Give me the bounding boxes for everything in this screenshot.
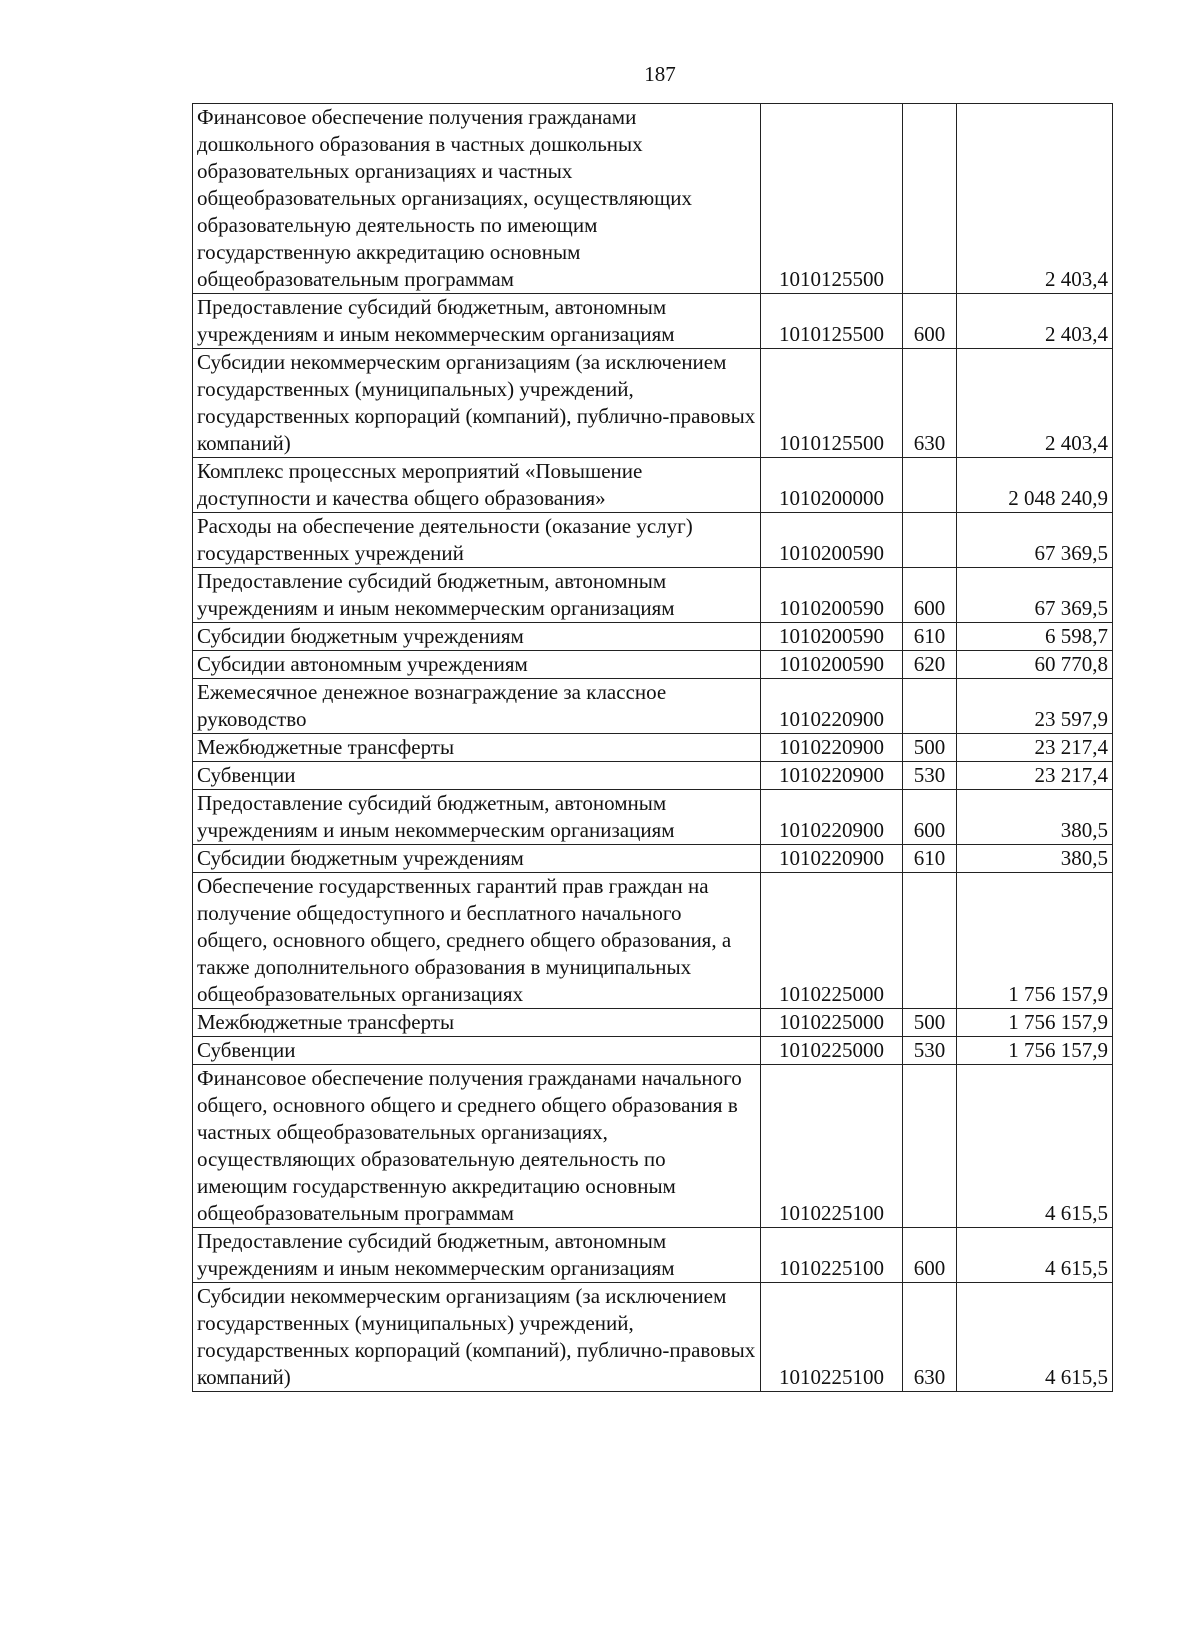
row-name-cell: Субсидии некоммерческим организациям (за исключением государственных (муниципальных) учреждений, государственных корпораций (компаний), публично-правовых компаний) xyxy=(193,1283,761,1392)
row-code-cell: 1010200000 xyxy=(761,458,903,513)
row-code-cell: 1010220900 xyxy=(761,679,903,734)
table-row xyxy=(193,1228,1113,1283)
row-sum-cell: 60 770,8 xyxy=(957,651,1113,679)
row-type-cell: 600 xyxy=(903,790,957,845)
row-sum-cell: 2 048 240,9 xyxy=(957,458,1113,513)
row-code-cell: 1010225100 xyxy=(761,1065,903,1228)
row-name-cell: Комплекс процессных мероприятий «Повышение доступности и качества общего образования» xyxy=(193,458,761,513)
row-type-cell: 500 xyxy=(903,1009,957,1037)
row-sum-cell: 380,5 xyxy=(957,790,1113,845)
table-row xyxy=(193,845,1113,873)
row-type-cell: 530 xyxy=(903,1037,957,1065)
row-code-cell: 1010225000 xyxy=(761,873,903,1009)
table-row xyxy=(193,513,1113,568)
row-name-cell: Субсидии бюджетным учреждениям xyxy=(193,623,761,651)
row-code-cell: 1010220900 xyxy=(761,734,903,762)
row-type-cell: 600 xyxy=(903,294,957,349)
row-code-cell: 1010220900 xyxy=(761,790,903,845)
row-type-cell xyxy=(903,873,957,1009)
row-name-cell: Межбюджетные трансферты xyxy=(193,734,761,762)
row-name-cell: Обеспечение государственных гарантий прав граждан на получение общедоступного и бесплатного начального общего, основного общего, среднего общего образования, а также дополнительного образования в муниципальных общеобразовательных организациях xyxy=(193,873,761,1009)
row-name-cell: Ежемесячное денежное вознаграждение за классное руководство xyxy=(193,679,761,734)
row-sum-cell: 4 615,5 xyxy=(957,1228,1113,1283)
row-sum-cell: 1 756 157,9 xyxy=(957,873,1113,1009)
row-type-cell: 630 xyxy=(903,1283,957,1392)
row-name-cell: Предоставление субсидий бюджетным, автономным учреждениям и иным некоммерческим организациям xyxy=(193,1228,761,1283)
row-type-cell: 630 xyxy=(903,349,957,458)
table-row xyxy=(193,623,1113,651)
row-sum-cell: 4 615,5 xyxy=(957,1283,1113,1392)
row-type-cell xyxy=(903,1065,957,1228)
row-name-cell: Расходы на обеспечение деятельности (оказание услуг) государственных учреждений xyxy=(193,513,761,568)
row-code-cell: 1010225100 xyxy=(761,1228,903,1283)
table-row xyxy=(193,1065,1113,1228)
table-row xyxy=(193,568,1113,623)
row-sum-cell: 2 403,4 xyxy=(957,104,1113,294)
table-row xyxy=(193,873,1113,1009)
page-number: 187 xyxy=(644,62,676,86)
row-code-cell: 1010220900 xyxy=(761,762,903,790)
row-name-cell: Финансовое обеспечение получения гражданами дошкольного образования в частных дошкольных образовательных организациях и частных общеобразовательных организациях, осуществляющих образовательную деятельность по имеющим государственную аккредитацию основным общеобразовательным программам xyxy=(193,104,761,294)
table-row xyxy=(193,734,1113,762)
table-row xyxy=(193,679,1113,734)
row-name-cell: Предоставление субсидий бюджетным, автономным учреждениям и иным некоммерческим организациям xyxy=(193,790,761,845)
row-name-cell: Межбюджетные трансферты xyxy=(193,1009,761,1037)
row-name-cell: Субсидии автономным учреждениям xyxy=(193,651,761,679)
row-code-cell: 1010200590 xyxy=(761,568,903,623)
row-type-cell: 500 xyxy=(903,734,957,762)
row-code-cell: 1010200590 xyxy=(761,513,903,568)
row-sum-cell: 23 597,9 xyxy=(957,679,1113,734)
table-row xyxy=(193,458,1113,513)
row-type-cell: 600 xyxy=(903,1228,957,1283)
table-row xyxy=(193,790,1113,845)
row-code-cell: 1010125500 xyxy=(761,349,903,458)
row-code-cell: 1010225000 xyxy=(761,1037,903,1065)
row-sum-cell: 23 217,4 xyxy=(957,734,1113,762)
table-row xyxy=(193,651,1113,679)
row-sum-cell: 1 756 157,9 xyxy=(957,1009,1113,1037)
row-code-cell: 1010225100 xyxy=(761,1283,903,1392)
row-name-cell: Субсидии некоммерческим организациям (за исключением государственных (муниципальных) учреждений, государственных корпораций (компаний), публично-правовых компаний) xyxy=(193,349,761,458)
table-row xyxy=(193,1283,1113,1392)
row-code-cell: 1010200590 xyxy=(761,623,903,651)
row-type-cell xyxy=(903,104,957,294)
row-sum-cell: 67 369,5 xyxy=(957,568,1113,623)
row-type-cell xyxy=(903,513,957,568)
row-sum-cell: 4 615,5 xyxy=(957,1065,1113,1228)
row-type-cell: 600 xyxy=(903,568,957,623)
row-name-cell: Предоставление субсидий бюджетным, автономным учреждениям и иным некоммерческим организациям xyxy=(193,568,761,623)
row-type-cell xyxy=(903,458,957,513)
row-name-cell: Финансовое обеспечение получения гражданами начального общего, основного общего и среднего общего образования в частных общеобразовательных организациях, осуществляющих образовательную деятельность по имеющим государственную аккредитацию основным общеобразовательным программам xyxy=(193,1065,761,1228)
row-name-cell: Предоставление субсидий бюджетным, автономным учреждениям и иным некоммерческим организациям xyxy=(193,294,761,349)
row-name-cell: Субсидии бюджетным учреждениям xyxy=(193,845,761,873)
row-sum-cell: 2 403,4 xyxy=(957,349,1113,458)
row-code-cell: 1010220900 xyxy=(761,845,903,873)
row-type-cell: 610 xyxy=(903,623,957,651)
row-code-cell: 1010125500 xyxy=(761,104,903,294)
row-sum-cell: 380,5 xyxy=(957,845,1113,873)
table-row xyxy=(193,294,1113,349)
row-type-cell xyxy=(903,679,957,734)
row-type-cell: 610 xyxy=(903,845,957,873)
row-sum-cell: 1 756 157,9 xyxy=(957,1037,1113,1065)
row-code-cell: 1010225000 xyxy=(761,1009,903,1037)
row-name-cell: Субвенции xyxy=(193,1037,761,1065)
budget-table xyxy=(192,103,1113,1392)
row-name-cell: Субвенции xyxy=(193,762,761,790)
row-type-cell: 620 xyxy=(903,651,957,679)
row-code-cell: 1010200590 xyxy=(761,651,903,679)
row-sum-cell: 23 217,4 xyxy=(957,762,1113,790)
table-row xyxy=(193,762,1113,790)
table-row xyxy=(193,1009,1113,1037)
table-row xyxy=(193,104,1113,294)
table-row xyxy=(193,1037,1113,1065)
row-sum-cell: 67 369,5 xyxy=(957,513,1113,568)
row-sum-cell: 2 403,4 xyxy=(957,294,1113,349)
row-type-cell: 530 xyxy=(903,762,957,790)
budget-table-body xyxy=(193,104,1113,1392)
table-row xyxy=(193,349,1113,458)
row-sum-cell: 6 598,7 xyxy=(957,623,1113,651)
row-code-cell: 1010125500 xyxy=(761,294,903,349)
